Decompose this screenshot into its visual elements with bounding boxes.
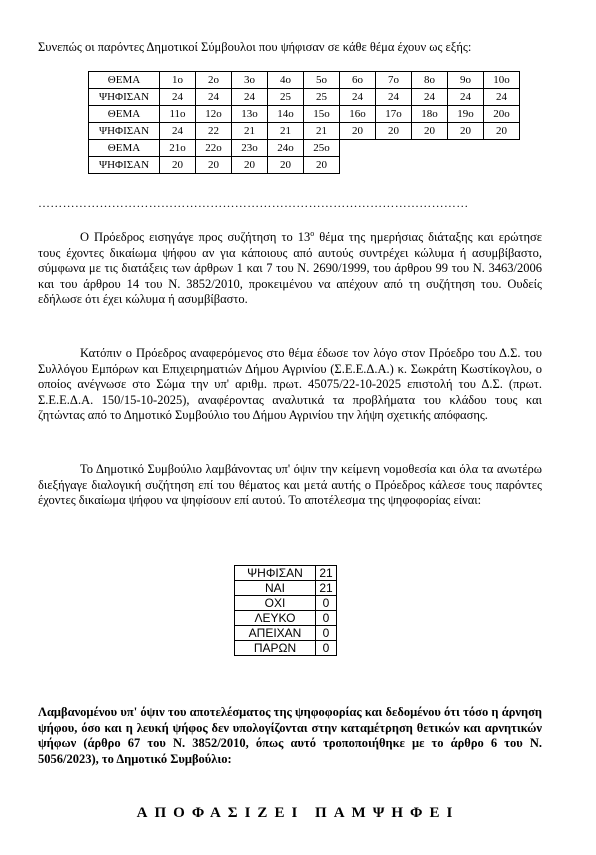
result-table — [234, 565, 337, 656]
votes-table-body — [89, 72, 520, 174]
votes-cell: 16ο — [340, 106, 376, 123]
votes-cell: 21 — [232, 123, 268, 140]
result-table-row — [235, 596, 337, 611]
votes-table-row — [89, 123, 520, 140]
votes-cell: 25ο — [304, 140, 340, 157]
votes-empty-cell — [448, 140, 484, 157]
votes-cell: 20 — [412, 123, 448, 140]
paragraph-voting — [38, 462, 542, 509]
votes-cell: 24 — [196, 89, 232, 106]
result-table-row — [235, 566, 337, 581]
votes-cell: 8ο — [412, 72, 448, 89]
votes-row-label: ΘΕΜΑ — [89, 140, 160, 157]
votes-table — [88, 71, 520, 174]
votes-table-row — [89, 106, 520, 123]
votes-row-label: ΨΗΦΙΣΑΝ — [89, 89, 160, 106]
paragraph-agenda-text-b: θέμα της ημερήσιας διάταξης και ερώτησε τους έχοντες δικαίωμα ψήφου αν για κάποιους από αυτούς συντρέχει κώλυμα ή ασυμβίβαστο, σύμφωνα με τις διατάξεις των άρθρων 1 και 7 του Ν. 2690/1999, του άρθρου 99 του Ν. 3463/2006 και του άρθρου 14 του Ν. 3852/2010, προκειμένου να απέχουν από τη συζήτηση του. Ουδείς εδήλωσε ότι έχει κώλυμα ή ασυμβίβαστο. — [38, 230, 542, 306]
result-value: 0 — [316, 611, 337, 626]
votes-cell: 20 — [376, 123, 412, 140]
votes-cell: 25 — [304, 89, 340, 106]
paragraph-agenda-item — [38, 230, 542, 308]
result-label: ΛΕΥΚΟ — [235, 611, 316, 626]
votes-table-row — [89, 72, 520, 89]
votes-cell: 2ο — [196, 72, 232, 89]
ordinal-superscript: ο — [310, 228, 315, 238]
votes-cell: 24 — [484, 89, 520, 106]
result-table-row — [235, 581, 337, 596]
votes-cell: 19ο — [448, 106, 484, 123]
result-table-row — [235, 641, 337, 656]
votes-cell: 9ο — [448, 72, 484, 89]
votes-row-label: ΨΗΦΙΣΑΝ — [89, 123, 160, 140]
votes-cell: 24 — [412, 89, 448, 106]
separator-line: …………………………………………………………………………………………… — [38, 196, 469, 210]
paragraph-agenda-text-a: Ο Πρόεδρος εισηγάγε προς συζήτηση το 13 — [80, 230, 311, 244]
result-label: ΠΑΡΩΝ — [235, 641, 316, 656]
votes-cell: 23ο — [232, 140, 268, 157]
votes-empty-cell — [376, 140, 412, 157]
votes-cell: 24 — [376, 89, 412, 106]
result-value: 21 — [316, 566, 337, 581]
votes-cell: 24 — [340, 89, 376, 106]
votes-cell: 20 — [196, 157, 232, 174]
votes-cell: 6ο — [340, 72, 376, 89]
votes-table-row — [89, 140, 520, 157]
votes-empty-cell — [484, 157, 520, 174]
votes-cell: 21ο — [160, 140, 196, 157]
votes-cell: 4ο — [268, 72, 304, 89]
votes-cell: 22 — [196, 123, 232, 140]
votes-empty-cell — [484, 140, 520, 157]
votes-table-row — [89, 89, 520, 106]
votes-cell: 24 — [232, 89, 268, 106]
votes-cell: 24 — [160, 123, 196, 140]
votes-cell: 5ο — [304, 72, 340, 89]
votes-cell: 22ο — [196, 140, 232, 157]
votes-cell: 11ο — [160, 106, 196, 123]
votes-cell: 1ο — [160, 72, 196, 89]
votes-empty-cell — [448, 157, 484, 174]
result-table-row — [235, 626, 337, 641]
paragraph-presentation-text: Κατόπιν ο Πρόεδρος αναφερόμενος στο θέμα έδωσε τον λόγο στον Πρόεδρο του Δ.Σ. του Συλλόγου Εμπόρων και Επιχειρηματιών Δήμου Αγρινίου (Σ.Ε.Ε.Δ.Α.) κ. Σωκράτη Κωστίκογλου, ο οποίος ανέγνωσε στο Σώμα την υπ' αριθμ. πρωτ. 45075/22-10-2025 επιστολή του Δ.Σ. (πρωτ. Σ.Ε.Ε.Δ.Α. 150/15-10-2025), αναφέροντας αναλυτικά τα προβλήματα του κλάδου τους και ζητώντας από το Δημοτικό Συμβούλιο του Δήμου Αγρινίου την λήψη σχετικής απόφασης. — [38, 346, 542, 422]
votes-cell: 20 — [448, 123, 484, 140]
votes-cell: 24 — [448, 89, 484, 106]
votes-cell: 12ο — [196, 106, 232, 123]
votes-empty-cell — [340, 140, 376, 157]
votes-cell: 20 — [160, 157, 196, 174]
votes-cell: 20 — [340, 123, 376, 140]
decision-heading: ΑΠΟΦΑΣΙΖΕΙ ΠΑΜΨΗΦΕΙ — [136, 805, 460, 821]
votes-table-row — [89, 157, 520, 174]
votes-cell: 17ο — [376, 106, 412, 123]
votes-cell: 24ο — [268, 140, 304, 157]
result-label: ΝΑΙ — [235, 581, 316, 596]
votes-cell: 15ο — [304, 106, 340, 123]
votes-cell: 14ο — [268, 106, 304, 123]
conclusion-text: Λαμβανομένου υπ' όψιν του αποτελέσματος της ψηφοφορίας και δεδομένου ότι τόσο η άρνηση ψήφου, όσο και η λευκή ψήφος δεν υπολογίζονται στην καταμέτρηση θετικών και αρνητικών ψήφων (άρθρο 67 του Ν. 3852/2010, όπως αυτό τροποποιήθηκε με το άρθρο 6 του Ν. 5056/2023), το Δημοτικό Συμβούλιο: — [38, 705, 542, 766]
votes-cell: 20 — [304, 157, 340, 174]
votes-cell: 21 — [304, 123, 340, 140]
votes-empty-cell — [412, 157, 448, 174]
votes-cell: 18ο — [412, 106, 448, 123]
votes-empty-cell — [376, 157, 412, 174]
votes-row-label: ΨΗΦΙΣΑΝ — [89, 157, 160, 174]
result-label: ΑΠΕΙΧΑΝ — [235, 626, 316, 641]
votes-cell: 10ο — [484, 72, 520, 89]
result-table-row — [235, 611, 337, 626]
paragraph-presentation — [38, 346, 542, 424]
votes-cell: 3ο — [232, 72, 268, 89]
result-label: ΨΗΦΙΣΑΝ — [235, 566, 316, 581]
intro-text: Συνεπώς οι παρόντες Δημοτικοί Σύμβουλοι που ψήφισαν σε κάθε θέμα έχουν ως εξής: — [38, 40, 472, 54]
votes-row-label: ΘΕΜΑ — [89, 72, 160, 89]
votes-row-label: ΘΕΜΑ — [89, 106, 160, 123]
votes-cell: 20ο — [484, 106, 520, 123]
result-value: 0 — [316, 596, 337, 611]
votes-cell: 20 — [268, 157, 304, 174]
result-value: 0 — [316, 641, 337, 656]
votes-empty-cell — [412, 140, 448, 157]
votes-cell: 20 — [484, 123, 520, 140]
result-label: ΟΧΙ — [235, 596, 316, 611]
result-value: 0 — [316, 626, 337, 641]
votes-cell: 25 — [268, 89, 304, 106]
votes-cell: 7ο — [376, 72, 412, 89]
result-value: 21 — [316, 581, 337, 596]
votes-cell: 20 — [232, 157, 268, 174]
votes-cell: 13ο — [232, 106, 268, 123]
result-table-body — [235, 566, 337, 656]
votes-cell: 21 — [268, 123, 304, 140]
votes-empty-cell — [340, 157, 376, 174]
votes-cell: 24 — [160, 89, 196, 106]
paragraph-voting-text: Το Δημοτικό Συμβούλιο λαμβάνοντας υπ' όψιν την κείμενη νομοθεσία και όλα τα ανωτέρω διεξήγαγε διαλογική συζήτηση επί του θέματος και μετά αυτής ο Πρόεδρος κάλεσε τους παρόντες έχοντες δικαίωμα ψήφου να ψηφίσουν επί αυτού. Το αποτέλεσμα της ψηφοφορίας είναι: — [38, 462, 542, 507]
